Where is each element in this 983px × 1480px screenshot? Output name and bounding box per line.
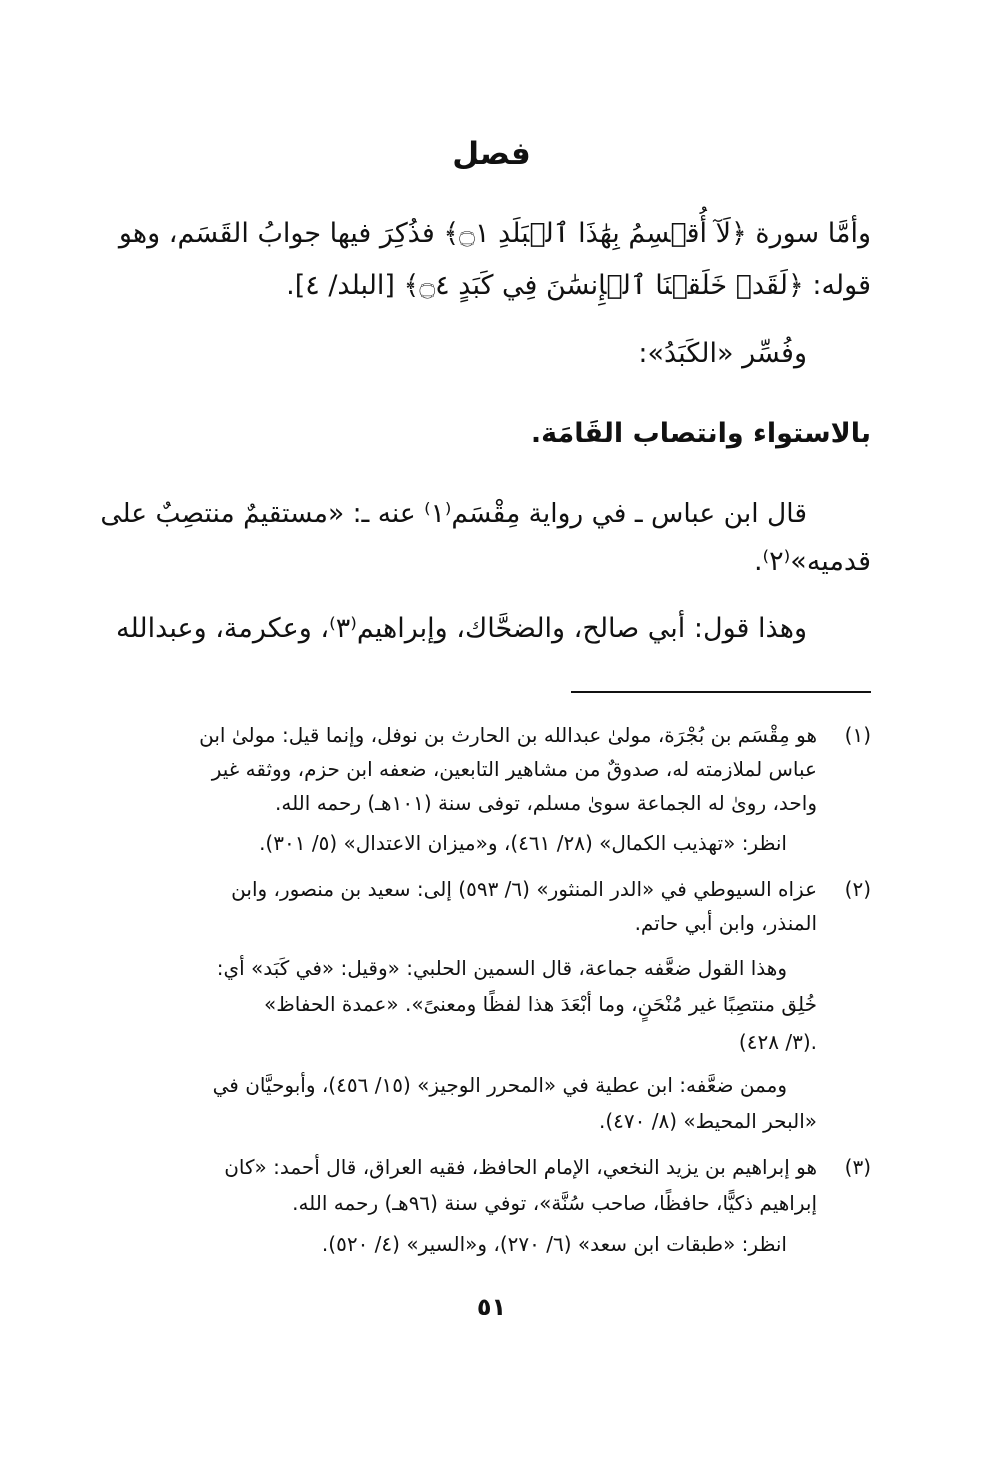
footnote-line: خُلِق منتصِبًا غير مُنْحَنٍ، وما أبْعَدَ هذا لفظًا ومعنىً». «عمدة الحفاظ» bbox=[264, 992, 817, 1016]
footnote-line: انظر: «طبقات ابن سعد» (٦/ ٢٧٠)، و«السير» (٤/ ٥٢٠). bbox=[321, 1232, 787, 1256]
footnote-number: (١) bbox=[844, 723, 871, 747]
footnote-divider bbox=[571, 691, 871, 693]
section-heading: فصل bbox=[452, 136, 531, 172]
footnote-line: عباس لملازمته له، صدوقٌ من مشاهير التابعين، ضعفه ابن حزم، ووثقه غير bbox=[211, 757, 817, 781]
footnote-line: (٣/ ٤٢٨). bbox=[738, 1030, 817, 1054]
footnote-line: هو مِقْسَم بن بُجْرَة، مولىٰ عبدالله بن الحارث بن نوفل، وإنما قيل: مولىٰ ابن bbox=[199, 723, 817, 747]
footnote-line: وممن ضعَّفه: ابن عطية في «المحرر الوجيز» (١٥/ ٤٥٦)، وأبوحيَّان في bbox=[212, 1073, 787, 1097]
body-line: قوله: ﴿لَقَدۡ خَلَقۡنَا ٱلۡإِنسَٰنَ فِي كَبَدٍ ۝٤﴾ [البلد/ ٤]. bbox=[286, 270, 871, 301]
footnote-line: المنذر، وابن أبي حاتم. bbox=[634, 911, 817, 935]
footnote-number: (٣) bbox=[844, 1155, 871, 1179]
footnote-number: (٢) bbox=[844, 877, 871, 901]
body-line: وهذا قول: أبي صالح، والضحَّاك، وإبراهيم⁽٣⁾، وعكرمة، وعبدالله bbox=[116, 613, 807, 644]
footnote-line: هو إبراهيم بن يزيد النخعي، الإمام الحافظ، فقيه العراق، قال أحمد: «كان bbox=[224, 1155, 817, 1179]
page-number: ٥١ bbox=[476, 1293, 507, 1321]
footnote-line: واحد، روىٰ له الجماعة سوىٰ مسلم، توفى سنة (١٠١هـ) رحمه الله. bbox=[274, 791, 817, 815]
footnote-line: انظر: «تهذيب الكمال» (٢٨/ ٤٦١)، و«ميزان الاعتدال» (٥/ ٣٠١). bbox=[259, 831, 787, 855]
body-line: وأمَّا سورة ﴿لَآ أُقۡسِمُ بِهَٰذَا ٱلۡبَلَدِ ۝١﴾ فذُكِرَ فيها جوابُ القَسَم، وهو bbox=[118, 218, 871, 249]
body-line: قال ابن عباس ـ في رواية مِقْسَم⁽١⁾ عنه ـ: «مستقيمٌ منتصِبٌ على bbox=[100, 498, 807, 529]
footnote-line: عزاه السيوطي في «الدر المنثور» (٦/ ٥٩٣) إلى: سعيد بن منصور، وابن bbox=[231, 877, 817, 901]
footnote-line: وهذا القول ضعَّفه جماعة، قال السمين الحلبي: «وقيل: «في كَبَد» أي: bbox=[216, 956, 787, 980]
footnote-line: «البحر المحيط» (٨/ ٤٧٠). bbox=[598, 1109, 817, 1133]
body-line: بالاستواء وانتصاب القَامَة. bbox=[530, 418, 871, 449]
body-line: وفُسِّر «الكَبَدُ»: bbox=[638, 338, 807, 369]
footnote-line: إبراهيم ذكيًّا، حافظًا، صاحب سُنَّة»، توفي سنة (٩٦هـ) رحمه الله. bbox=[292, 1191, 817, 1215]
body-line: قدميه»⁽٢⁾. bbox=[753, 546, 871, 577]
